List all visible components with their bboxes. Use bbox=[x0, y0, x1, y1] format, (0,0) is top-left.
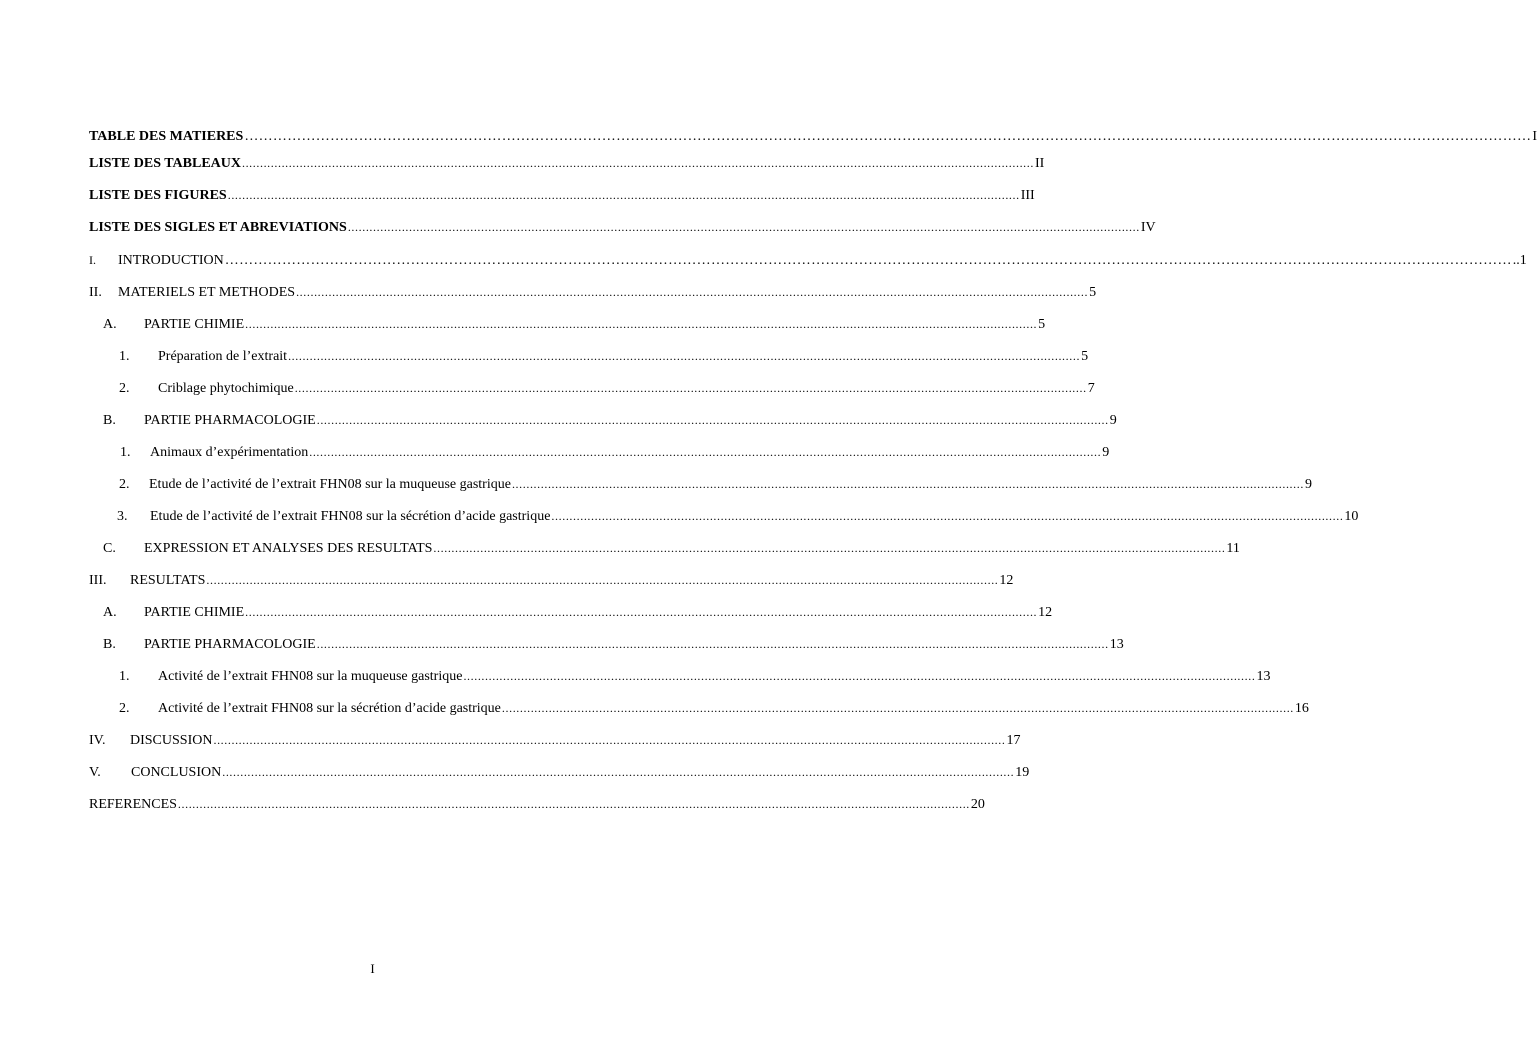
toc-entry-title: Etude de l’activité de l’extrait FHN08 sur la sécrétion d’acide gastrique bbox=[150, 509, 551, 524]
toc-entry-title: DISCUSSION bbox=[130, 733, 213, 748]
toc-entry-title: Activité de l’extrait FHN08 sur la muqueuse gastrique bbox=[158, 669, 463, 684]
dot-leader: ............................................................................................................................................................................................................................ bbox=[433, 541, 1226, 555]
toc-entry-title: Etude de l’activité de l’extrait FHN08 sur la muqueuse gastrique bbox=[149, 477, 511, 492]
toc-entry-page: IV bbox=[1140, 220, 1156, 235]
toc-entry-page: 13 bbox=[1256, 669, 1271, 684]
toc-entry-page: 12 bbox=[1038, 605, 1053, 620]
toc-entry-title: PARTIE PHARMACOLOGIE bbox=[144, 637, 316, 652]
toc-entry-page: ..1 bbox=[1512, 253, 1527, 268]
toc-entry-number: 2. bbox=[119, 381, 130, 396]
dot-leader: ............................................................................................................................................................................................................................ bbox=[309, 445, 1102, 459]
toc-entry bbox=[89, 219, 1156, 236]
dot-leader: ............................................................................................................................................................................................................................ bbox=[316, 637, 1109, 651]
toc-entry-title: Criblage phytochimique bbox=[158, 381, 294, 396]
toc-entry bbox=[119, 380, 1095, 397]
toc-entry-page: 16 bbox=[1294, 701, 1309, 716]
dot-leader: ............................................................................................................................................................................................................................ bbox=[551, 509, 1344, 523]
toc-entry-title: CONCLUSION bbox=[131, 765, 222, 780]
dot-leader: ……………………………………………………………………………………………………………………………………………………………………………………………………………………………………………… bbox=[244, 129, 1532, 144]
toc-entry-number: III. bbox=[89, 573, 107, 588]
toc-entry bbox=[103, 604, 1053, 621]
toc-entry-number: 2. bbox=[119, 701, 130, 716]
toc-entry-title: Animaux d’expérimentation bbox=[150, 445, 309, 460]
dot-leader: ............................................................................................................................................................................................................................ bbox=[511, 477, 1304, 491]
toc-entry bbox=[119, 476, 1312, 493]
dot-leader: ............................................................................................................................................................................................................................ bbox=[245, 317, 1038, 331]
dot-leader: ............................................................................................................................................................................................................................ bbox=[245, 605, 1038, 619]
toc-entry bbox=[103, 316, 1046, 333]
toc-entry bbox=[89, 732, 1021, 749]
dot-leader: ............................................................................................................................................................................................................................ bbox=[501, 701, 1294, 715]
toc-entry-number: B. bbox=[103, 413, 116, 428]
dot-leader: ............................................................................................................................................................................................................................ bbox=[296, 285, 1089, 299]
toc-entry-page: 5 bbox=[1089, 285, 1097, 300]
toc-entry bbox=[89, 796, 985, 813]
toc-entry bbox=[89, 252, 1527, 269]
toc-entry-page: 5 bbox=[1081, 349, 1089, 364]
toc-entry-page: 9 bbox=[1304, 477, 1312, 492]
toc-entry bbox=[119, 348, 1089, 365]
toc-entry bbox=[89, 284, 1097, 301]
toc-entry-title: TABLE DES MATIERES bbox=[89, 129, 244, 144]
dot-leader: ............................................................................................................................................................................................................................ bbox=[294, 381, 1087, 395]
toc-entry-title: REFERENCES bbox=[89, 797, 177, 812]
toc-entry-number: V. bbox=[89, 765, 101, 780]
toc-entry-number: 1. bbox=[120, 445, 131, 460]
toc-entry bbox=[119, 700, 1309, 717]
toc-entry bbox=[89, 187, 1035, 204]
toc-entry bbox=[89, 128, 1537, 145]
toc-entry-number: A. bbox=[103, 605, 117, 620]
dot-leader: ............................................................................................................................................................................................................................ bbox=[213, 733, 1006, 747]
toc-entry-title: PARTIE CHIMIE bbox=[144, 317, 245, 332]
toc-entry-page: 13 bbox=[1109, 637, 1124, 652]
toc-entry bbox=[120, 444, 1110, 461]
dot-leader: ............................................................................................................................................................................................................................ bbox=[241, 156, 1034, 170]
toc-entry-title: LISTE DES TABLEAUX bbox=[89, 156, 241, 171]
toc-entry-page: 10 bbox=[1344, 509, 1359, 524]
toc-entry-number: 1. bbox=[119, 349, 130, 364]
toc-entry-page: 11 bbox=[1226, 541, 1240, 556]
toc-entry-title: Préparation de l’extrait bbox=[158, 349, 288, 364]
dot-leader: ............................................................................................................................................................................................................................ bbox=[206, 573, 999, 587]
toc-entry bbox=[119, 668, 1271, 685]
toc-entry-title: PARTIE CHIMIE bbox=[144, 605, 245, 620]
toc-entry-title: Activité de l’extrait FHN08 sur la sécrétion d’acide gastrique bbox=[158, 701, 501, 716]
toc-entry-page: 5 bbox=[1038, 317, 1046, 332]
toc-entry-number: C. bbox=[103, 541, 116, 556]
toc-entry-number: 2. bbox=[119, 477, 130, 492]
toc-entry bbox=[89, 155, 1045, 172]
toc-entry-number: II. bbox=[89, 285, 102, 300]
page-number: I bbox=[370, 961, 375, 976]
dot-leader: ............................................................................................................................................................................................................................ bbox=[177, 797, 970, 811]
toc-entry-title: MATERIELS ET METHODES bbox=[118, 285, 296, 300]
toc-entry-number: IV. bbox=[89, 733, 106, 748]
toc-entry-number: I. bbox=[89, 253, 96, 267]
dot-leader: ............................................................................................................................................................................................................................ bbox=[316, 413, 1109, 427]
dot-leader: ............................................................................................................................................................................................................................ bbox=[227, 188, 1020, 202]
toc-entry-title: LISTE DES SIGLES ET ABREVIATIONS bbox=[89, 220, 347, 235]
toc-entry-number: 1. bbox=[119, 669, 130, 684]
toc-entry-page: III bbox=[1020, 188, 1035, 203]
dot-leader: ............................................................................................................................................................................................................................ bbox=[222, 765, 1015, 779]
toc-entry-title: LISTE DES FIGURES bbox=[89, 188, 227, 203]
toc-entry-number: 3. bbox=[117, 509, 128, 524]
toc-entry-page: I bbox=[1532, 129, 1537, 144]
toc-entry-page: 20 bbox=[970, 797, 985, 812]
toc-entry-title: RESULTATS bbox=[130, 573, 206, 588]
toc-entry bbox=[117, 508, 1359, 525]
toc-entry-title: INTRODUCTION bbox=[118, 253, 224, 268]
toc-entry-page: 17 bbox=[1006, 733, 1021, 748]
toc-entry-title: EXPRESSION ET ANALYSES DES RESULTATS bbox=[144, 541, 433, 556]
toc-entry bbox=[89, 764, 1030, 781]
toc-entry-page: 7 bbox=[1087, 381, 1095, 396]
toc-entry-number: A. bbox=[103, 317, 117, 332]
toc-entry-page: II bbox=[1034, 156, 1045, 171]
toc-entry-number: B. bbox=[103, 637, 116, 652]
dot-leader: ……………………………………………………………………………………………………………………………………………………………………………………………………………………………………………… bbox=[224, 253, 1512, 268]
toc-entry bbox=[103, 636, 1124, 653]
toc-entry-page: 9 bbox=[1109, 413, 1117, 428]
toc-entry-title: PARTIE PHARMACOLOGIE bbox=[144, 413, 316, 428]
toc-entry-page: 19 bbox=[1015, 765, 1030, 780]
toc-entry bbox=[103, 412, 1117, 429]
dot-leader: ............................................................................................................................................................................................................................ bbox=[288, 349, 1081, 363]
dot-leader: ............................................................................................................................................................................................................................ bbox=[347, 220, 1140, 234]
toc-entry bbox=[89, 572, 1014, 589]
toc-entry-page: 12 bbox=[999, 573, 1014, 588]
toc-entry-page: 9 bbox=[1102, 445, 1110, 460]
dot-leader: ............................................................................................................................................................................................................................ bbox=[463, 669, 1256, 683]
toc-entry bbox=[103, 540, 1240, 557]
